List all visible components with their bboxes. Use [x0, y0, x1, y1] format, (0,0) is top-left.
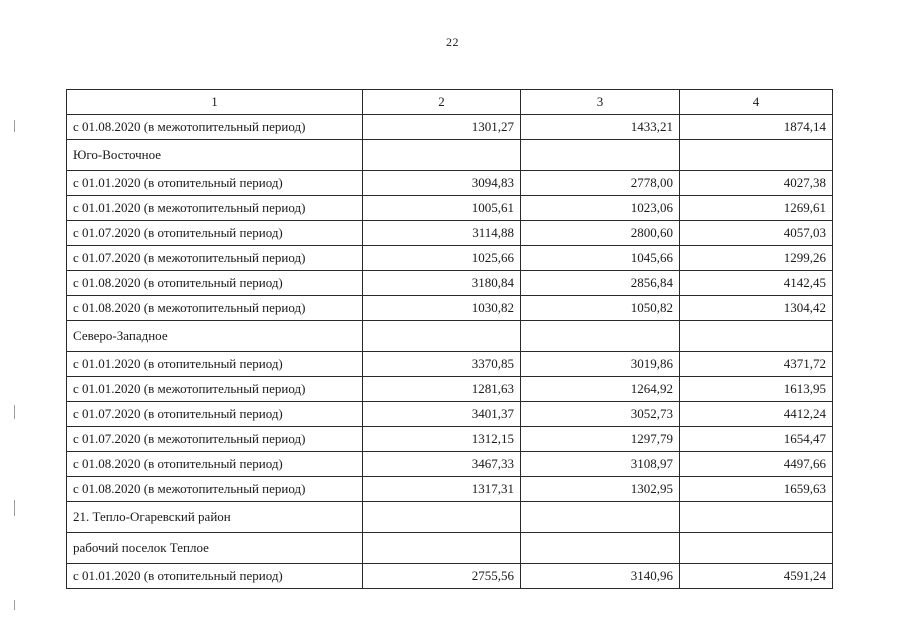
value-cell-col3: 3108,97 — [521, 452, 680, 477]
table-section-row — [67, 321, 833, 352]
empty-cell — [680, 533, 833, 564]
scan-edge-marks — [14, 0, 17, 640]
value-cell-col3: 3019,86 — [521, 352, 680, 377]
table-row — [67, 171, 833, 196]
section-label: 21. Тепло-Огаревский район — [67, 502, 363, 533]
empty-cell — [521, 140, 680, 171]
value-cell-col3: 1264,92 — [521, 377, 680, 402]
value-cell-col2: 3401,37 — [363, 402, 521, 427]
empty-cell — [521, 321, 680, 352]
table-row — [67, 271, 833, 296]
value-cell-col3: 2800,60 — [521, 221, 680, 246]
period-label: с 01.07.2020 (в отопительный период) — [67, 221, 363, 246]
value-cell-col2: 3180,84 — [363, 271, 521, 296]
value-cell-col4: 1659,63 — [680, 477, 833, 502]
value-cell-col3: 1433,21 — [521, 115, 680, 140]
period-label: с 01.08.2020 (в межотопительный период) — [67, 115, 363, 140]
period-label: с 01.07.2020 (в отопительный период) — [67, 402, 363, 427]
period-label: с 01.01.2020 (в межотопительный период) — [67, 377, 363, 402]
period-label: с 01.08.2020 (в межотопительный период) — [67, 296, 363, 321]
table-row — [67, 477, 833, 502]
period-label: с 01.01.2020 (в отопительный период) — [67, 352, 363, 377]
value-cell-col4: 1874,14 — [680, 115, 833, 140]
value-cell-col3: 2856,84 — [521, 271, 680, 296]
empty-cell — [680, 502, 833, 533]
empty-cell — [363, 502, 521, 533]
value-cell-col2: 3114,88 — [363, 221, 521, 246]
section-label: Северо-Западное — [67, 321, 363, 352]
period-label: с 01.01.2020 (в отопительный период) — [67, 564, 363, 589]
page-number: 22 — [446, 35, 459, 49]
value-cell-col2: 3094,83 — [363, 171, 521, 196]
value-cell-col3: 1297,79 — [521, 427, 680, 452]
value-cell-col2: 2755,56 — [363, 564, 521, 589]
value-cell-col2: 1281,63 — [363, 377, 521, 402]
header-cell-1: 1 — [67, 90, 363, 115]
header-cell-3: 3 — [521, 90, 680, 115]
section-label: Юго-Восточное — [67, 140, 363, 171]
value-cell-col2: 1030,82 — [363, 296, 521, 321]
table-row — [67, 564, 833, 589]
value-cell-col3: 1050,82 — [521, 296, 680, 321]
value-cell-col4: 1269,61 — [680, 196, 833, 221]
value-cell-col3: 1045,66 — [521, 246, 680, 271]
header-cell-4: 4 — [680, 90, 833, 115]
value-cell-col4: 4371,72 — [680, 352, 833, 377]
tariff-table — [66, 89, 833, 589]
header-cell-2: 2 — [363, 90, 521, 115]
table-row — [67, 352, 833, 377]
value-cell-col4: 4412,24 — [680, 402, 833, 427]
value-cell-col2: 1317,31 — [363, 477, 521, 502]
empty-cell — [363, 140, 521, 171]
value-cell-col4: 4027,38 — [680, 171, 833, 196]
table-header-row — [67, 90, 833, 115]
value-cell-col4: 4057,03 — [680, 221, 833, 246]
period-label: с 01.08.2020 (в отопительный период) — [67, 452, 363, 477]
value-cell-col2: 1005,61 — [363, 196, 521, 221]
value-cell-col4: 1304,42 — [680, 296, 833, 321]
empty-cell — [680, 321, 833, 352]
period-label: с 01.08.2020 (в отопительный период) — [67, 271, 363, 296]
value-cell-col2: 3370,85 — [363, 352, 521, 377]
table-row — [67, 246, 833, 271]
table-row — [67, 115, 833, 140]
table-row — [67, 452, 833, 477]
table-row — [67, 221, 833, 246]
value-cell-col3: 1023,06 — [521, 196, 680, 221]
value-cell-col4: 4142,45 — [680, 271, 833, 296]
value-cell-col4: 1654,47 — [680, 427, 833, 452]
value-cell-col2: 1025,66 — [363, 246, 521, 271]
value-cell-col4: 1613,95 — [680, 377, 833, 402]
empty-cell — [521, 533, 680, 564]
value-cell-col2: 1301,27 — [363, 115, 521, 140]
value-cell-col3: 2778,00 — [521, 171, 680, 196]
table-row — [67, 377, 833, 402]
period-label: с 01.07.2020 (в межотопительный период) — [67, 427, 363, 452]
value-cell-col4: 1299,26 — [680, 246, 833, 271]
value-cell-col3: 3052,73 — [521, 402, 680, 427]
period-label: с 01.01.2020 (в межотопительный период) — [67, 196, 363, 221]
period-label: с 01.08.2020 (в межотопительный период) — [67, 477, 363, 502]
table-section-row — [67, 533, 833, 564]
table-row — [67, 427, 833, 452]
table-section-row — [67, 140, 833, 171]
empty-cell — [363, 533, 521, 564]
table-row — [67, 402, 833, 427]
table-section-row — [67, 502, 833, 533]
period-label: с 01.01.2020 (в отопительный период) — [67, 171, 363, 196]
value-cell-col2: 3467,33 — [363, 452, 521, 477]
table-row — [67, 296, 833, 321]
value-cell-col2: 1312,15 — [363, 427, 521, 452]
table-row — [67, 196, 833, 221]
value-cell-col4: 4497,66 — [680, 452, 833, 477]
value-cell-col3: 1302,95 — [521, 477, 680, 502]
value-cell-col3: 3140,96 — [521, 564, 680, 589]
section-label: рабочий поселок Теплое — [67, 533, 363, 564]
empty-cell — [680, 140, 833, 171]
empty-cell — [363, 321, 521, 352]
empty-cell — [521, 502, 680, 533]
value-cell-col4: 4591,24 — [680, 564, 833, 589]
period-label: с 01.07.2020 (в межотопительный период) — [67, 246, 363, 271]
